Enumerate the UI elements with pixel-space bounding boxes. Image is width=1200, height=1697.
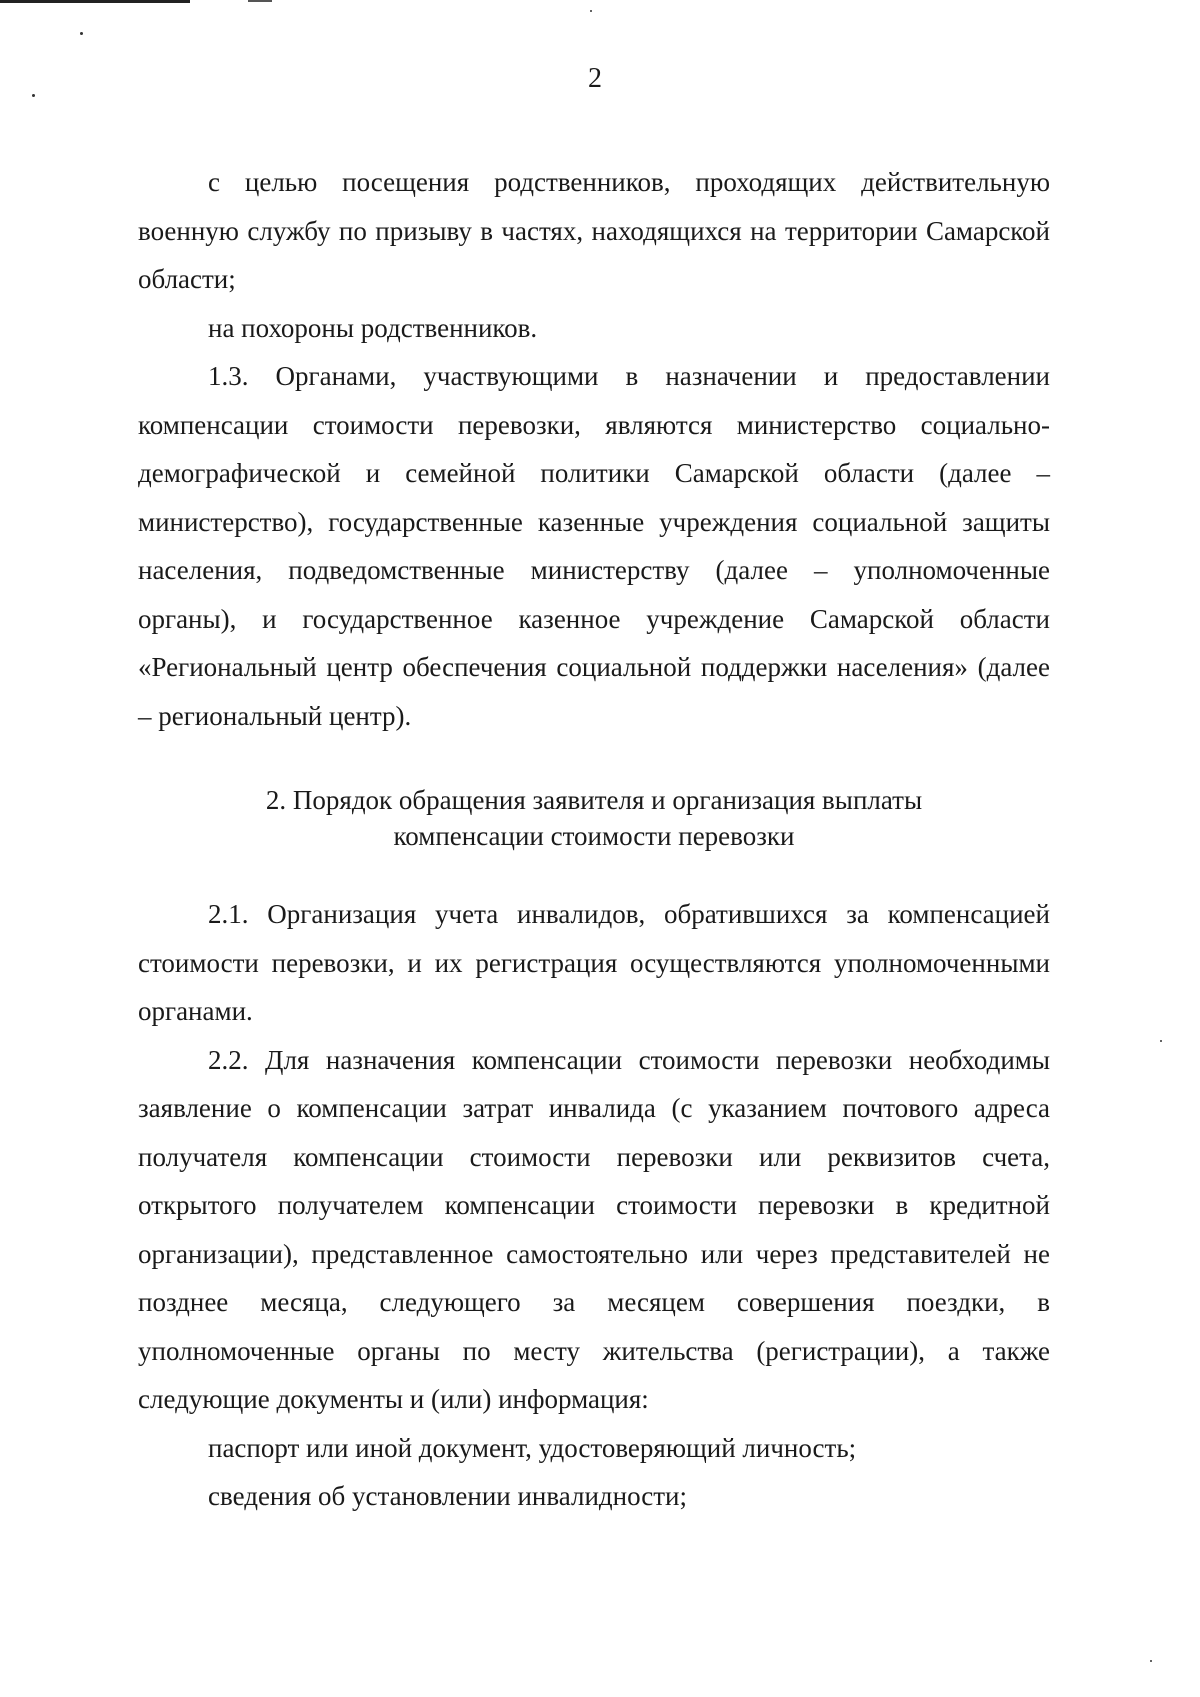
section-heading-line-1: 2. Порядок обращения заявителя и организация выплаты [265, 785, 923, 815]
paragraph-2-1: 2.1. Организация учета инвалидов, обратившихся за компенсацией стоимости перевозки, и их регистрация осуществляются уполномоченными органами. [138, 899, 1050, 1026]
scan-speck [590, 10, 592, 12]
paragraph-1-3: 1.3. Органами, участвующими в назначении и предоставлении компенсации стоимости перевозки, являются министерство социально-демографической и семейной политики Самарской области (далее – министерство), государственные казенные учреждения социальной защиты населения, подведомственные министерству (далее – уполномоченные органы), и государственное казенное учреждение Самарской области «Региональный центр обеспечения социальной поддержки населения» (далее – региональный центр). [138, 361, 1050, 731]
paragraph-2-2: 2.2. Для назначения компенсации стоимости перевозки необходимы заявление о компенсации затрат инвалида (с указанием почтового адреса получателя компенсации стоимости перевозки или реквизитов счета, открытого получателем компенсации стоимости перевозки в кредитной организации), представленное самостоятельно или через представителей не позднее месяца, следующего за месяцем совершения поездки, в уполномоченные органы по месту жительства (регистрации), а также следующие документы и (или) информация: [138, 1044, 1050, 1414]
scan-speck [80, 32, 83, 35]
scan-speck [1160, 1040, 1162, 1042]
document-body [138, 158, 1050, 1521]
paragraph-relatives-visit: с целью посещения родственников, проходящих действительную военную службу по призыву в частях, находящихся на территории Самарской области; [138, 167, 1050, 294]
paragraph-funeral: на похороны родственников. [208, 312, 538, 343]
list-item-disability: сведения об установлении инвалидности; [208, 1481, 687, 1511]
scan-edge-mark [0, 0, 190, 3]
scan-edge-mark-small [248, 0, 272, 2]
section-heading-2 [138, 782, 1050, 854]
scan-speck [1150, 1660, 1152, 1662]
list-item-passport: паспорт или иной документ, удостоверяющий личность; [208, 1432, 857, 1463]
page-number: 2 [588, 63, 602, 94]
section-heading-line-2: компенсации стоимости перевозки [393, 821, 795, 851]
